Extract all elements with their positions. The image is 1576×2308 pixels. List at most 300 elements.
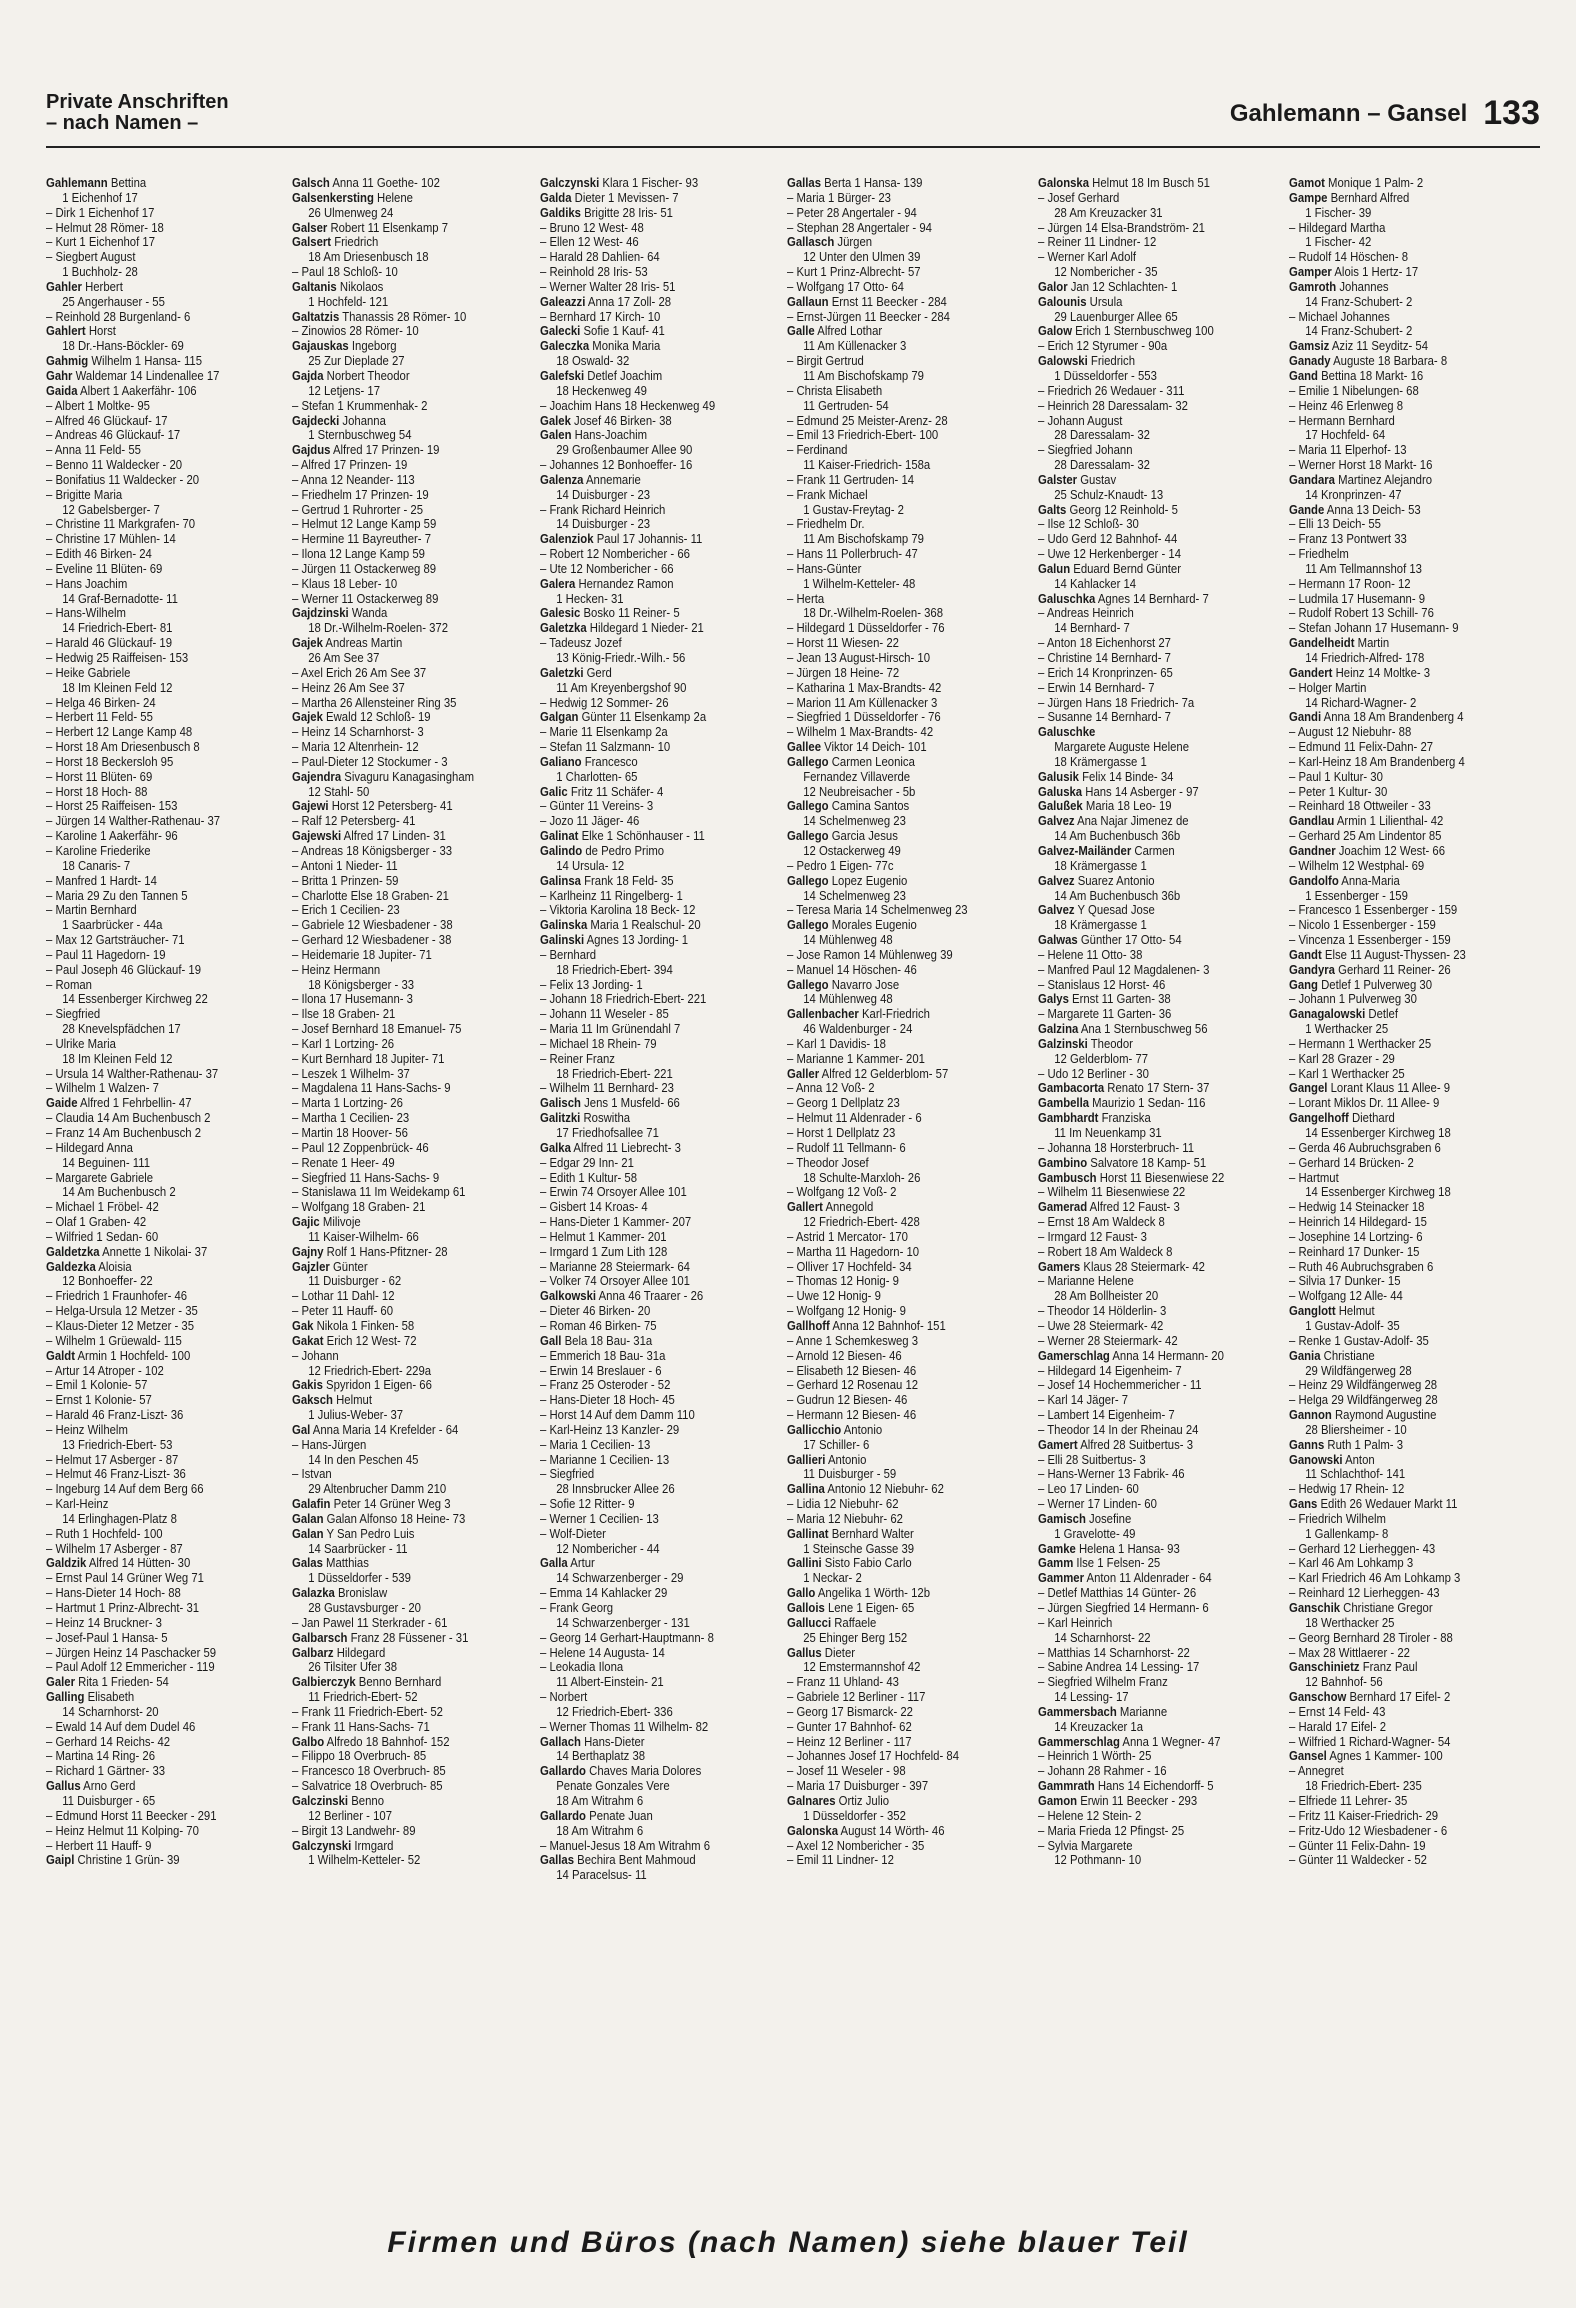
address-continuation: 14 Bernhard- 7 [1054,621,1130,636]
sub-entry: – Karl 1 Lortzing- 26 [292,1036,395,1051]
surname-entry: Galefski Detlef Joachim [540,368,663,383]
address-continuation: 1 Wilhelm-Ketteler- 52 [308,1853,421,1868]
sub-entry: – Lidia 12 Niebuhr- 62 [787,1497,899,1512]
surname: Galler [787,1066,820,1081]
sub-entry: – Zinowios 28 Römer- 10 [292,324,419,339]
surname: Gambella [1038,1096,1090,1111]
sub-entry: – Hedwig 25 Raiffeisen- 153 [46,651,189,665]
address-continuation: 1 Sternbuschweg 54 [308,428,412,443]
surname: Gajdzinski [292,606,349,621]
sub-entry: – Felix 13 Jording- 1 [540,977,643,992]
surname-entry: Galzinski Theodor [1038,1036,1133,1051]
sub-entry: – Wolf-Dieter [540,1526,606,1541]
sub-entry: – Hildegard 14 Eigenheim- 7 [1038,1363,1182,1378]
surname: Gallas [787,176,822,190]
address-continuation: 25 Angerhauser - 55 [62,294,165,309]
sub-entry: – Olliver 17 Hochfeld- 34 [787,1259,912,1274]
sub-entry: – Robert 12 Nombericher - 66 [540,547,690,562]
surname: Gallus [787,1645,822,1660]
surname: Galetzka [540,621,587,636]
sub-entry: – Emmerich 18 Bau- 31a [540,1348,666,1363]
sub-entry: – Günter 11 Waldecker - 52 [1289,1853,1427,1868]
surname: Galonska [1038,176,1090,190]
address-continuation: 18 Dr.-Hans-Böckler- 69 [62,339,184,354]
address-continuation: 1 Steinsche Gasse 39 [803,1541,915,1556]
page-number: 133 [1483,94,1540,132]
surname: Galbarsch [292,1630,348,1645]
surname-entry: Gall Bela 18 Bau- 31a [540,1333,653,1348]
surname-entry: Galler Alfred 12 Gelderblom- 57 [787,1066,949,1081]
sub-entry: – Dieter 46 Birken- 20 [540,1304,651,1319]
surname-entry: Galinska Maria 1 Realschul- 20 [540,918,701,933]
sub-entry: – Istvan [292,1467,332,1482]
surname: Gallach [540,1734,581,1749]
surname-entry: Galdezka Aloisia [46,1259,132,1274]
address-continuation: 18 Friedrich-Ebert- 235 [1305,1779,1422,1794]
surname: Galdt [46,1348,75,1363]
surname-entry: Galvez Y Quesad Jose [1038,903,1155,918]
surname: Gandlau [1289,814,1335,829]
address-continuation: 14 In den Peschen 45 [308,1452,419,1467]
address-continuation: 14 Duisburger - 23 [556,517,651,532]
sub-entry: – Maria 11 Elperhof- 13 [1289,443,1407,458]
sub-entry: – Siegfried 1 Düsseldorfer - 76 [787,710,941,725]
address-continuation: 12 Stahl- 50 [308,784,370,799]
address-continuation: 12 Bahnhof- 56 [1305,1675,1383,1690]
sub-entry: – Theodor 14 Hölderlin- 3 [1038,1304,1167,1319]
surname-entry: Galor Jan 12 Schlachten- 1 [1038,279,1178,294]
sub-entry: – Werner 17 Linden- 60 [1038,1497,1157,1512]
surname: Galczynski [540,176,600,190]
sub-entry: – Wilhelm 17 Asberger - 87 [46,1541,183,1556]
address-continuation: 14 Ursula- 12 [556,858,625,873]
surname: Gallas [540,1853,575,1868]
sub-entry: – Wilhelm 1 Max-Brandts- 42 [787,725,934,740]
surname-entry: Gallinat Bernhard Walter [787,1526,914,1541]
sub-entry: – Teresa Maria 14 Schelmenweg 23 [787,903,968,918]
surname: Gallois [787,1601,825,1615]
surname-entry [1038,725,1250,740]
surname: Gallicchio [787,1422,842,1437]
sub-entry: – Ilona 12 Lange Kamp 59 [292,547,425,562]
address-continuation: 12 Friedrich-Ebert- 229a [308,1363,432,1378]
sub-entry: – Martin 18 Hoover- 56 [292,1126,408,1140]
surname-entry: Gans Edith 26 Wedauer Markt 11 [1289,1497,1458,1512]
sub-entry: – Sylvia Margarete [1038,1838,1133,1853]
sub-entry: – Hartmut 1 Prinz-Albrecht- 31 [46,1601,200,1615]
surname: Galuschka [1038,591,1096,606]
sub-entry: – Paul Joseph 46 Glückauf- 19 [46,962,202,977]
sub-entry: – Axel 12 Nombericher - 35 [787,1838,925,1853]
sub-entry: – Reinhard 12 Lierheggen- 43 [1289,1586,1440,1601]
sub-entry: – Stefan 1 Krummenhak- 2 [292,398,428,413]
surname-entry: Gallardo Chaves Maria Dolores [540,1764,702,1779]
surname-entry: Gaipl Christine 1 Grün- 39 [46,1853,180,1868]
address-continuation: 29 Großenbaumer Allee 90 [556,443,693,458]
sub-entry: – Hermine 11 Bayreuther- 7 [292,532,432,547]
sub-entry: – Kurt 1 Prinz-Albrecht- 57 [787,265,921,280]
surname: Galor [1038,279,1068,294]
sub-entry: – Johannes Josef 17 Hochfeld- 84 [787,1749,960,1764]
surname-entry: Galsert Friedrich [292,235,379,250]
surname-entry: Gammer Anton 11 Aldenrader - 64 [1038,1571,1212,1586]
sub-entry: – Karl 46 Am Lohkamp 3 [1289,1556,1414,1571]
surname-entry: Gamroth Johannes [1289,279,1389,294]
surname: Gajek [292,710,323,725]
directory-column-2 [292,176,504,2206]
address-continuation: 18 Friedrich-Ebert- 394 [556,962,673,977]
surname: Galun [1038,561,1071,576]
address-continuation: 1 Hochfeld- 121 [308,294,389,309]
address-continuation: 18 Am Driesenbusch 18 [308,250,429,265]
surname: Gajda [292,368,324,383]
surname-entry: Galgan Günter 11 Elsenkamp 2a [540,710,707,725]
surname-entry: Galtanis Nikolaos [292,279,384,294]
address-continuation: 28 Daressalam- 32 [1054,428,1150,443]
surname-entry: Gallego Lopez Eugenio [787,873,908,888]
surname: Gannon [1289,1408,1332,1423]
sub-entry: – Heinrich 14 Hildegard- 15 [1289,1215,1427,1230]
surname: Galgan [540,710,579,725]
address-continuation: 1 Gallenkamp- 8 [1305,1526,1389,1541]
sub-entry: – Horst 11 Blüten- 69 [46,769,153,784]
address-continuation: 1 Neckar- 2 [803,1571,862,1586]
surname: Galling [46,1690,85,1705]
surname: Galas [292,1556,323,1571]
sub-entry: – Helga 46 Birken- 24 [46,695,156,710]
sub-entry: – Paul 11 Hagedorn- 19 [46,947,166,962]
address-continuation: 12 Berliner - 107 [308,1808,392,1823]
sub-entry: – Katharina 1 Max-Brandts- 42 [787,680,942,695]
address-continuation: 1 Charlotten- 65 [556,769,638,784]
surname-entry: Ganowski Anton [1289,1452,1375,1467]
surname-entry: Gallach Hans-Dieter [540,1734,645,1749]
address-continuation: 14 Am Buchenbusch 36b [1054,888,1181,903]
sub-entry: – Gabriele 12 Wiesbadener - 38 [292,918,453,933]
surname-entry: Galsch Anna 11 Goethe- 102 [292,176,440,190]
surname: Gall [540,1333,562,1348]
surname: Galetzki [540,665,584,680]
sub-entry: – Hedwig 12 Sommer- 26 [540,695,669,710]
sub-entry: – Gerhard 12 Lierheggen- 43 [1289,1541,1436,1556]
sub-entry: – Ilse 12 Schloß- 30 [1038,517,1139,532]
surname: Gajny [292,1244,324,1259]
surname: Gallee [787,740,822,755]
sub-entry: – Robert 18 Am Waldeck 8 [1038,1244,1173,1259]
sub-entry: – Kurt Bernhard 18 Jupiter- 71 [292,1051,445,1066]
surname-entry: Gajewski Alfred 17 Linden- 31 [292,829,446,844]
running-head [1230,94,1540,133]
sub-entry: – Alfred 46 Glückauf- 17 [46,413,168,428]
surname-entry: Galek Josef 46 Birken- 38 [540,413,672,428]
address-continuation: 14 Franz-Schubert- 2 [1305,324,1413,339]
address-continuation: 25 Ehinger Berg 152 [803,1630,908,1645]
surname: Gallert [787,1200,823,1215]
sub-entry: – Ernst Paul 14 Grüner Weg 71 [46,1571,204,1586]
sub-entry: – Siegfried Wilhelm Franz [1038,1675,1168,1690]
surname: Gakis [292,1378,323,1393]
surname: Gambacorta [1038,1081,1105,1096]
surname-entry: Gallieri Antonio [787,1452,867,1467]
sub-entry: – Marianne 1 Kammer- 201 [787,1051,925,1066]
surname-entry: Gallas Berta 1 Hansa- 139 [787,176,923,190]
sub-entry: – Ruth 46 Aubruchsgraben 6 [1289,1259,1434,1274]
address-continuation: 14 Mühlenweg 48 [803,992,893,1007]
surname: Galan [292,1526,324,1541]
sub-entry: – Maria 17 Duisburger - 397 [787,1779,929,1794]
surname-entry: Galazka Bronislaw [292,1586,388,1601]
surname-entry: Galen Hans-Joachim [540,428,648,443]
sub-entry: – Anna 12 Voß- 2 [787,1081,875,1096]
sub-entry: – Wolfgang 12 Voß- 2 [787,1185,897,1200]
sub-entry: – Rudolf 11 Tellmann- 6 [787,1140,906,1155]
surname-entry: Galecki Sofie 1 Kauf- 41 [540,324,665,339]
address-continuation: 18 Am Witrahm 6 [556,1823,644,1838]
sub-entry: – Bruno 12 West- 48 [540,220,644,235]
address-continuation: 28 Gustavsburger - 20 [308,1601,421,1615]
surname: Gallego [787,873,829,888]
address-continuation: 1 Essenberger - 159 [1305,888,1408,903]
sub-entry: – Friedhelm [1289,547,1349,562]
sub-entry: – Karl 1 Werthacker 25 [1289,1066,1405,1081]
surname: Gallaun [787,294,829,309]
address-continuation: 18 Werthacker 25 [1305,1615,1395,1630]
surname-entry: Galounis Ursula [1038,294,1123,309]
address-continuation: 28 Daressalam- 32 [1054,458,1150,473]
sub-entry: – Lambert 14 Eigenheim- 7 [1038,1408,1175,1423]
surname: Galinat [540,829,579,844]
sub-entry: – Jürgen 18 Heine- 72 [787,665,900,680]
surname: Galek [540,413,571,428]
sub-entry: – Andreas 18 Königsberger - 33 [292,843,453,858]
address-continuation: 18 Friedrich-Ebert- 221 [556,1066,673,1081]
surname: Ganns [1289,1437,1325,1452]
sub-entry: – Fritz 11 Kaiser-Friedrich- 29 [1289,1808,1439,1823]
surname-entry: Galster Gustav [1038,472,1117,487]
sub-entry: – Helmut 12 Lange Kamp 59 [292,517,437,532]
address-continuation: 14 Berthaplatz 38 [556,1749,646,1764]
surname-entry: Gajic Milivoje [292,1215,361,1230]
sub-entry: – Birgit Gertrud [787,354,864,369]
address-continuation: 29 Altenbrucher Damm 210 [308,1482,447,1497]
surname-entry: Gammersbach Marianne [1038,1704,1168,1719]
sub-entry: – Manuel-Jesus 18 Am Witrahm 6 [540,1838,711,1853]
sub-entry: – Francesco 18 Overbruch- 85 [292,1764,446,1779]
surname: Ganschinietz [1289,1660,1360,1675]
sub-entry: – Siegbert August [46,250,136,265]
sub-entry: – Ferdinand [787,443,848,458]
sub-entry: – Franz 11 Uhland- 43 [787,1675,899,1690]
sub-entry: – Siegfried [46,1007,101,1022]
sub-entry: – Hildegard 1 Düsseldorfer - 76 [787,621,945,636]
surname: Galdetzka [46,1244,100,1259]
address-continuation: 1 Düsseldorfer - 352 [803,1808,906,1823]
section-title-line1: Private Anschriften [46,91,229,113]
sub-entry: – Hans-Jürgen [292,1437,367,1452]
surname-entry: Galuska Hans 14 Asberger - 97 [1038,784,1199,799]
address-continuation: 14 Friedrich-Alfred- 178 [1305,651,1425,665]
sub-entry: – Uwe 12 Honig- 9 [787,1289,881,1304]
sub-entry: – Leszek 1 Wilhelm- 37 [292,1066,410,1081]
surname-entry: Galowski Friedrich [1038,354,1136,369]
sub-entry: – Jose Ramon 14 Mühlenweg 39 [787,947,953,962]
surname-entry: Gamsiz Aziz 11 Seyditz- 54 [1289,339,1429,354]
surname-entry: Ganns Ruth 1 Palm- 3 [1289,1437,1404,1452]
surname: Galer [46,1675,75,1690]
address-continuation: 1 Saarbrücker - 44a [62,918,163,933]
surname: Galeazzi [540,294,586,309]
sub-entry: – Heinz 14 Scharnhorst- 3 [292,725,424,740]
surname: Gandolfo [1289,873,1339,888]
surname-entry: Gallert Annegold [787,1200,874,1215]
surname: Gajic [292,1215,320,1230]
surname: Galvez [1038,903,1075,918]
address-continuation: 14 Essenberger Kirchweg 18 [1305,1126,1451,1140]
surname-entry: Gallicchio Antonio [787,1422,883,1437]
address-continuation: 14 Essenberger Kirchweg 22 [62,992,208,1007]
surname-entry: Galsenkersting Helene [292,190,413,205]
surname: Galsert [292,235,332,250]
sub-entry: – Frank Georg [540,1601,614,1615]
address-continuation: 18 Krämergasse 1 [1054,918,1147,933]
sub-entry: – Johann August [1038,413,1123,428]
surname-entry: Galonska Helmut 18 Im Busch 51 [1038,176,1210,190]
surname-entry: Gandi Anna 18 Am Brandenberg 4 [1289,710,1464,725]
sub-entry: – Heinz Wilhelm [46,1422,128,1437]
surname-entry: Gandolfo Anna-Maria [1289,873,1400,888]
address-continuation: 1 Julius-Weber- 37 [308,1408,404,1423]
sub-entry: – Peter 28 Angertaler - 94 [787,205,917,220]
sub-entry: – Johann 18 Friedrich-Ebert- 221 [540,992,707,1007]
surname-entry: Galczinski Benno [292,1793,385,1808]
sub-entry: – Margarete Gabriele [46,1170,154,1185]
surname: Gandara [1289,472,1335,487]
sub-entry: – Friedhelm Dr. [787,517,865,532]
surname-entry: Galeczka Monika Maria [540,339,661,354]
surname-entry: Gallee Viktor 14 Deich- 101 [787,740,927,755]
sub-entry: – Martha 1 Cecilien- 23 [292,1111,410,1126]
sub-entry: – Wilhelm 1 Walzen- 7 [46,1081,159,1096]
surname: Gandi [1289,710,1322,725]
sub-entry: – Jozo 11 Jäger- 46 [540,814,640,829]
sub-entry: – Holger Martin [1289,680,1367,695]
surname-entry: Gandyra Gerhard 11 Reiner- 26 [1289,962,1451,977]
sub-entry: – Wilfried 1 Richard-Wagner- 54 [1289,1734,1451,1749]
surname-entry: Gannon Raymond Augustine [1289,1408,1437,1423]
address-continuation: 14 Graf-Bernadotte- 11 [62,591,178,606]
sub-entry: – Emma 14 Kahlacker 29 [540,1586,668,1601]
sub-entry: – Heinz 46 Erlenweg 8 [1289,398,1404,413]
surname-entry: Galeazzi Anna 17 Zoll- 28 [540,294,672,309]
sub-entry: – Ilse 18 Graben- 21 [292,1007,396,1022]
sub-entry: – Gudrun 12 Biesen- 46 [787,1393,908,1408]
address-continuation: 25 Schulz-Knaudt- 13 [1054,487,1164,502]
sub-entry: – Harald 46 Franz-Liszt- 36 [46,1408,184,1423]
sub-entry: – Emil 13 Friedrich-Ebert- 100 [787,428,939,443]
surname: Gallini [787,1556,822,1571]
surname: Galzinski [1038,1036,1088,1051]
sub-entry: – Manuel 14 Höschen- 46 [787,962,917,977]
surname-entry: Galusik Felix 14 Binde- 34 [1038,769,1174,784]
sub-entry: – Udo 12 Berliner - 30 [1038,1066,1149,1081]
sub-entry: – Josef 14 Hochemmericher - 11 [1038,1378,1202,1393]
sub-entry: – Eveline 11 Blüten- 69 [46,561,163,576]
surname-entry: Gajauskas Ingeborg [292,339,397,354]
surname: Gallinat [787,1526,829,1541]
sub-entry: – Horst 11 Wiesen- 22 [787,636,899,651]
address-continuation: 14 Lessing- 17 [1054,1690,1129,1705]
surname: Galsenkersting [292,190,374,205]
surname: Gambusch [1038,1170,1097,1185]
address-continuation: 1 Fischer- 42 [1305,235,1372,250]
surname-entry: Gamper Alois 1 Hertz- 17 [1289,265,1419,280]
sub-entry: – Christine 14 Bernhard- 7 [1038,651,1171,665]
sub-entry: – Theodor Josef [787,1155,869,1170]
sub-entry: – Filippo 18 Overbruch- 85 [292,1749,427,1764]
surname-entry: Gampe Bernhard Alfred [1289,190,1410,205]
address-continuation: 18 Schulte-Marxloh- 26 [803,1170,921,1185]
sub-entry: – Marie 11 Elsenkamp 2a [540,725,668,740]
surname-entry: Gallus Arno Gerd [46,1779,136,1794]
surname-entry: Galan Y San Pedro Luis [292,1526,415,1541]
address-continuation: 26 Ulmenweg 24 [308,205,394,220]
surname-entry: Gambhardt Franziska [1038,1111,1151,1126]
sub-entry: – Karl-Heinz 18 Am Brandenberg 4 [1289,754,1465,769]
sub-entry: – Margarete 11 Garten- 36 [1038,1007,1172,1022]
surname-entry: Galling Elisabeth [46,1690,135,1705]
sub-entry: – Maria 1 Bürger- 23 [787,190,891,205]
address-continuation: 14 Schelmenweg 23 [803,814,906,829]
address-continuation: 46 Waldenburger - 24 [803,1022,913,1037]
surname: Gammerschlag [1038,1734,1120,1749]
surname-entry: Gallego Carmen Leonica [787,754,915,769]
sub-entry: – Gerda 46 Aubruchsgraben 6 [1289,1140,1441,1155]
sub-entry: – Anton 18 Eichenhorst 27 [1038,636,1171,651]
sub-entry: – Karl-Heinz 13 Kanzler- 29 [540,1422,680,1437]
surname: Galtanis [292,279,337,294]
sub-entry: – Maria 1 Cecilien- 13 [540,1437,651,1452]
sub-entry: – Hans-Werner 13 Fabrik- 46 [1038,1467,1185,1482]
sub-entry: – Johann 1 Pulverweg 30 [1289,992,1417,1007]
surname: Gak [292,1318,314,1333]
sub-entry: – Siegfried 11 Hans-Sachs- 9 [292,1170,440,1185]
sub-entry: – Heinz 14 Bruckner- 3 [46,1615,162,1630]
surname: Galindo [540,843,583,858]
surname-entry: Galbo Alfredo 18 Bahnhof- 152 [292,1734,450,1749]
surname: Gamm [1038,1556,1074,1571]
sub-entry: – Jürgen 11 Ostackerweg 89 [292,561,437,576]
address-continuation: 11 Am Bischofskamp 79 [803,532,924,547]
address-continuation: 18 Am Witrahm 6 [556,1793,644,1808]
address-continuation: 28 Am Bollheister 20 [1054,1289,1159,1304]
surname: Galinsa [540,873,581,888]
surname: Gamsiz [1289,339,1330,354]
surname: Ganschik [1289,1601,1341,1615]
surname: Gaipl [46,1853,75,1868]
sub-entry: – Christa Elisabeth [787,383,883,398]
surname-entry: Galvez-Mailänder Carmen [1038,843,1175,858]
sub-entry: – Nicolo 1 Essenberger - 159 [1289,918,1436,933]
sub-entry: – Werner 11 Ostackerweg 89 [292,591,439,606]
surname: Gallenbacher [787,1007,859,1022]
surname: Galefski [540,368,585,383]
sub-entry: – Detlef Matthias 14 Günter- 26 [1038,1586,1197,1601]
sub-entry: – Gabriele 12 Berliner - 117 [787,1690,926,1705]
surname: Galußek [1038,799,1083,814]
sub-entry: – Wilhelm 11 Bernhard- 23 [540,1081,674,1096]
address-continuation: 28 Am Kreuzacker 31 [1054,205,1163,220]
sub-entry: – Josef Gerhard [1038,190,1120,205]
